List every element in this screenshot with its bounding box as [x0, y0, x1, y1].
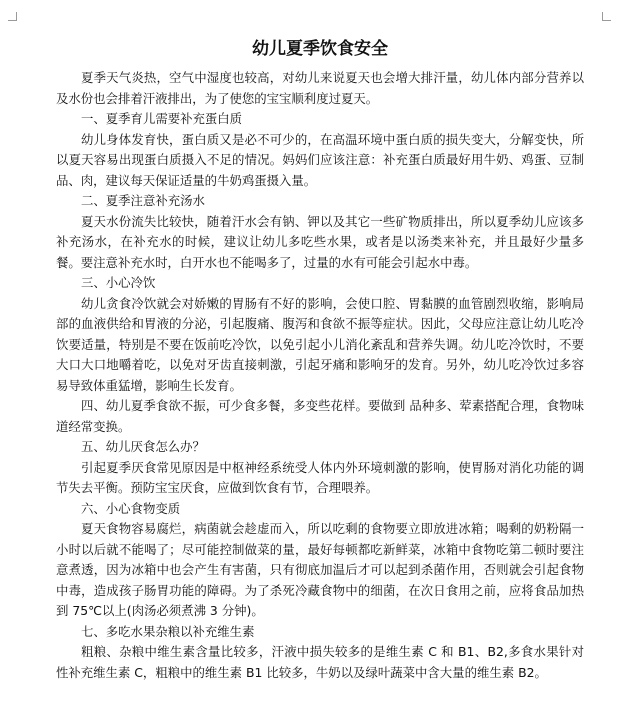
section-2-heading: 二、夏季注意补充汤水	[81, 193, 205, 208]
intro-paragraph: 夏季天气炎热，空气中湿度也较高，对幼儿来说夏天也会增大排汗量，幼儿体内部分营养以及水份也会排着汗液排出，为了使您的宝宝顺利度过夏天。	[56, 70, 584, 106]
document-body[interactable]	[56, 38, 584, 683]
section-3-heading: 三、小心冷饮	[81, 275, 156, 290]
section-4-body: 四、幼儿夏季食欲不振，可少食多餐，多变些花样。要做到 品种多、荤素搭配合理，食物味道经常变换。	[56, 398, 584, 434]
section-5-body: 引起夏季厌食常见原因是中枢神经系统受人体内外环境刺激的影响，使胃肠对消化功能的调节失去平衡。预防宝宝厌食，应做到饮食有节，合理喂养。	[56, 459, 584, 495]
section-6-body: 夏天食物容易腐烂，病菌就会趁虚而入，所以吃剩的食物要立即放进冰箱；喝剩的奶粉隔一小时以后就不能喝了；尽可能控制做菜的量，最好每顿都吃新鲜菜，冰箱中食物吃第二顿时要注意煮透，因为冰箱中也会产生有害菌，只有彻底加温后才可以起到杀菌作用，否则就会引起食物中毒，造成孩子肠胃功能的障碍。为了杀死冷藏食物中的细菌，在次日食用之前，应将食品加热到 75℃以上(肉汤必须煮沸 3 分钟)。	[56, 521, 584, 618]
section-7-body: 粗粮、杂粮中维生素含量比较多，汗液中损失较多的是维生素 C 和 B1、B2,多食水果针对性补充维生素 C，粗粮中的维生素 B1 比较多，牛奶以及绿叶蔬菜中含大量的维生素 B2。	[56, 644, 584, 680]
page-corner-mark-top-left	[8, 12, 17, 21]
section-1-heading: 一、夏季育儿需要补充蛋白质	[81, 111, 243, 126]
page-corner-mark-top-right	[602, 12, 611, 21]
section-3-body: 幼儿贪食冷饮就会对娇嫩的胃肠有不好的影响，会使口腔、胃黏膜的血管剧烈收缩，影响局部的血液供给和胃液的分泌，引起腹痛、腹泻和食欲不振等症状。因此，父母应注意让幼儿吃冷饮要适量，特别是不要在饭前吃冷饮，以免引起小儿消化紊乱和营养失调。幼儿吃冷饮时，不要大口大口地嚼着吃，以免对牙齿直接刺激，引起牙痛和影响牙的发育。另外，幼儿吃冷饮过多容易导致体重猛增，影响生长发育。	[56, 295, 584, 393]
section-7-heading: 七、多吃水果杂粮以补充维生素	[81, 623, 255, 639]
section-6-heading: 六、小心食物变质	[81, 500, 181, 516]
document-title: 幼儿夏季饮食安全	[252, 39, 388, 59]
section-5-heading: 五、幼儿厌食怎么办？	[81, 439, 205, 454]
section-1-body: 幼儿身体发育快，蛋白质又是必不可少的，在高温环境中蛋白质的损失变大，分解变快，所以夏天容易出现蛋白质摄入不足的情况。妈妈们应该注意：补充蛋白质最好用牛奶、鸡蛋、豆制品、肉，建议每天保证适量的牛奶鸡蛋摄入量。	[56, 131, 584, 188]
section-2-body: 夏天水份流失比较快，随着汗水会有钠、钾以及其它一些矿物质排出，所以夏季幼儿应该多补充汤水，在补充水的时候，建议让幼儿多吃些水果，或者是以汤类来补充，并且最好少量多餐。要注意补充水时，白开水也不能喝多了，过量的水有可能会引起水中毒。	[56, 213, 584, 270]
